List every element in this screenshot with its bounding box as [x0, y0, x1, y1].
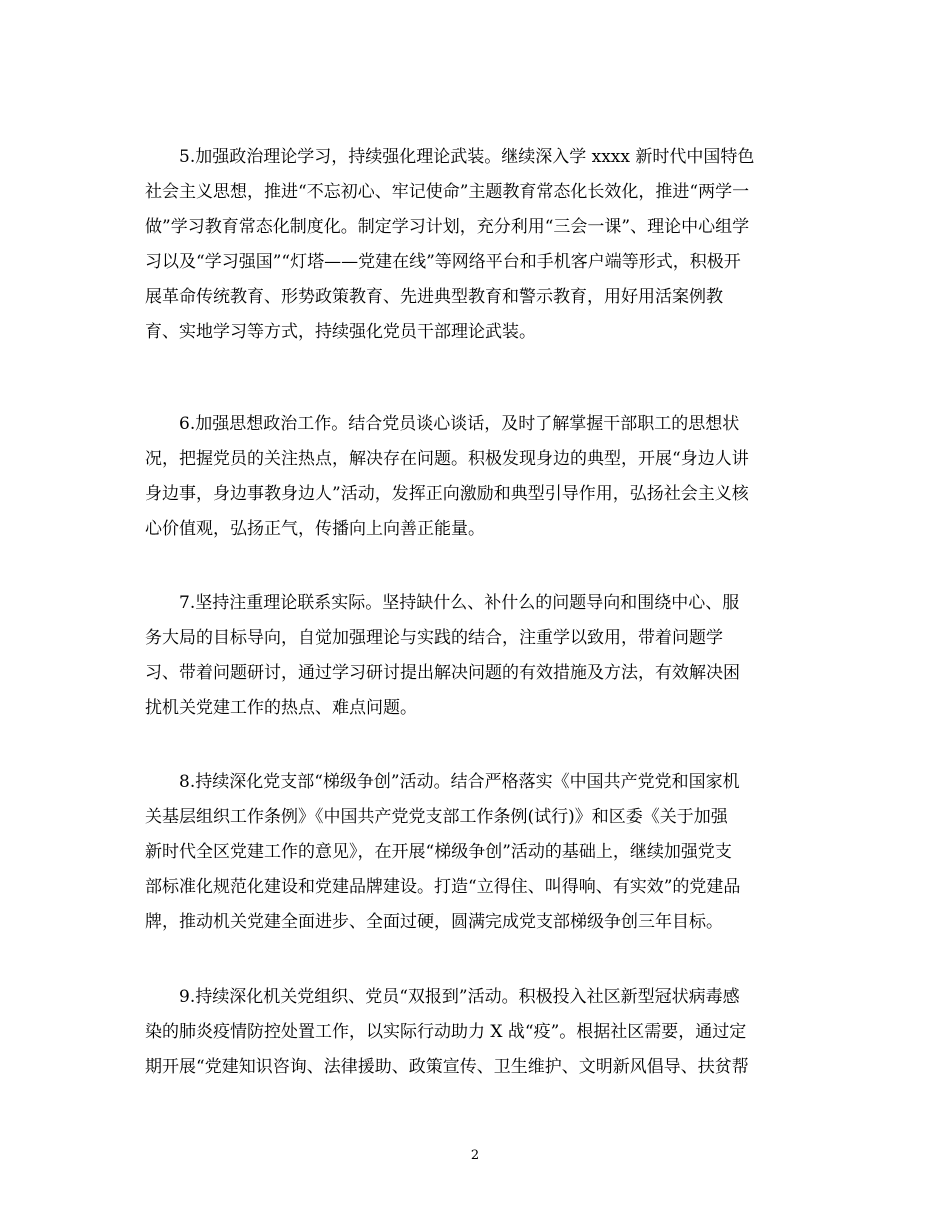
paragraph-line: 6.加强思想政治工作。结合党员谈心谈话，及时了解掌握干部职工的思想状	[179, 414, 740, 434]
paragraph-7	[145, 586, 810, 726]
paragraph-line: 习以及“学习强国”“灯塔——党建在线”等网络平台和手机客户端等形式，积极开	[145, 252, 741, 272]
paragraph-line: 9.持续深化机关党组织、党员“双报到”活动。积极投入社区新型冠状病毒感	[179, 987, 740, 1007]
paragraph-6	[145, 407, 810, 547]
paragraph-line: 染的肺炎疫情防控处置工作，以实际行动助力 X 战“疫”。根据社区需要，通过定	[145, 1022, 747, 1042]
paragraph-line: 务大局的目标导向，自觉加强理论与实践的结合，注重学以致用，带着问题学	[145, 628, 723, 648]
paragraph-8	[145, 765, 810, 940]
paragraph-line: 习、带着问题研讨，通过学习研讨提出解决问题的有效措施及方法，有效解决困	[145, 663, 740, 683]
paragraph-line: 关基层组织工作条例》《中国共产党党支部工作条例(试行)》和区委《关于加强	[145, 807, 728, 827]
paragraph-line: 展革命传统教育、形势政策教育、先进典型教育和警示教育，用好用活案例教	[145, 287, 723, 307]
paragraph-line: 牌，推动机关党建全面进步、全面过硬，圆满完成党支部梯级争创三年目标。	[145, 912, 723, 932]
paragraph-line: 期开展“党建知识咨询、法律援助、政策宣传、卫生维护、文明新风倡导、扶贫帮	[145, 1057, 749, 1077]
page-number: 2	[470, 1148, 480, 1163]
paragraph-line: 扰机关党建工作的热点、难点问题。	[145, 698, 417, 718]
paragraph-line: 况，把握党员的关注热点，解决存在问题。积极发现身边的典型，开展“身边人讲	[145, 449, 749, 469]
paragraph-9	[145, 980, 810, 1085]
paragraph-line: 身边事，身边事教身边人”活动，发挥正向激励和典型引导作用，弘扬社会主义核	[145, 484, 749, 504]
paragraph-line: 7.坚持注重理论联系实际。坚持缺什么、补什么的问题导向和围绕中心、服	[179, 593, 740, 613]
paragraph-line: 做”学习教育常态化制度化。制定学习计划，充分利用“三会一课”、理论中心组学	[145, 217, 750, 237]
paragraph-line: 社会主义思想，推进“不忘初心、牢记使命”主题教育常态化长效化，推进“两学一	[145, 182, 750, 202]
paragraph-line: 心价值观，弘扬正气，传播向上向善正能量。	[145, 519, 485, 539]
paragraph-line: 5.加强政治理论学习，持续强化理论武装。继续深入学 xxxx 新时代中国特色	[179, 147, 755, 167]
paragraph-line: 育、实地学习等方式，持续强化党员干部理论武装。	[145, 322, 536, 342]
paragraph-line: 新时代全区党建工作的意见》，在开展“梯级争创”活动的基础上，继续加强党支	[145, 842, 732, 862]
paragraph-line: 部标准化规范化建设和党建品牌建设。打造“立得住、叫得响、有实效”的党建品	[145, 877, 741, 897]
paragraph-5	[145, 140, 810, 350]
paragraph-line: 8.持续深化党支部“梯级争创”活动。结合严格落实《中国共产党党和国家机	[179, 772, 740, 792]
